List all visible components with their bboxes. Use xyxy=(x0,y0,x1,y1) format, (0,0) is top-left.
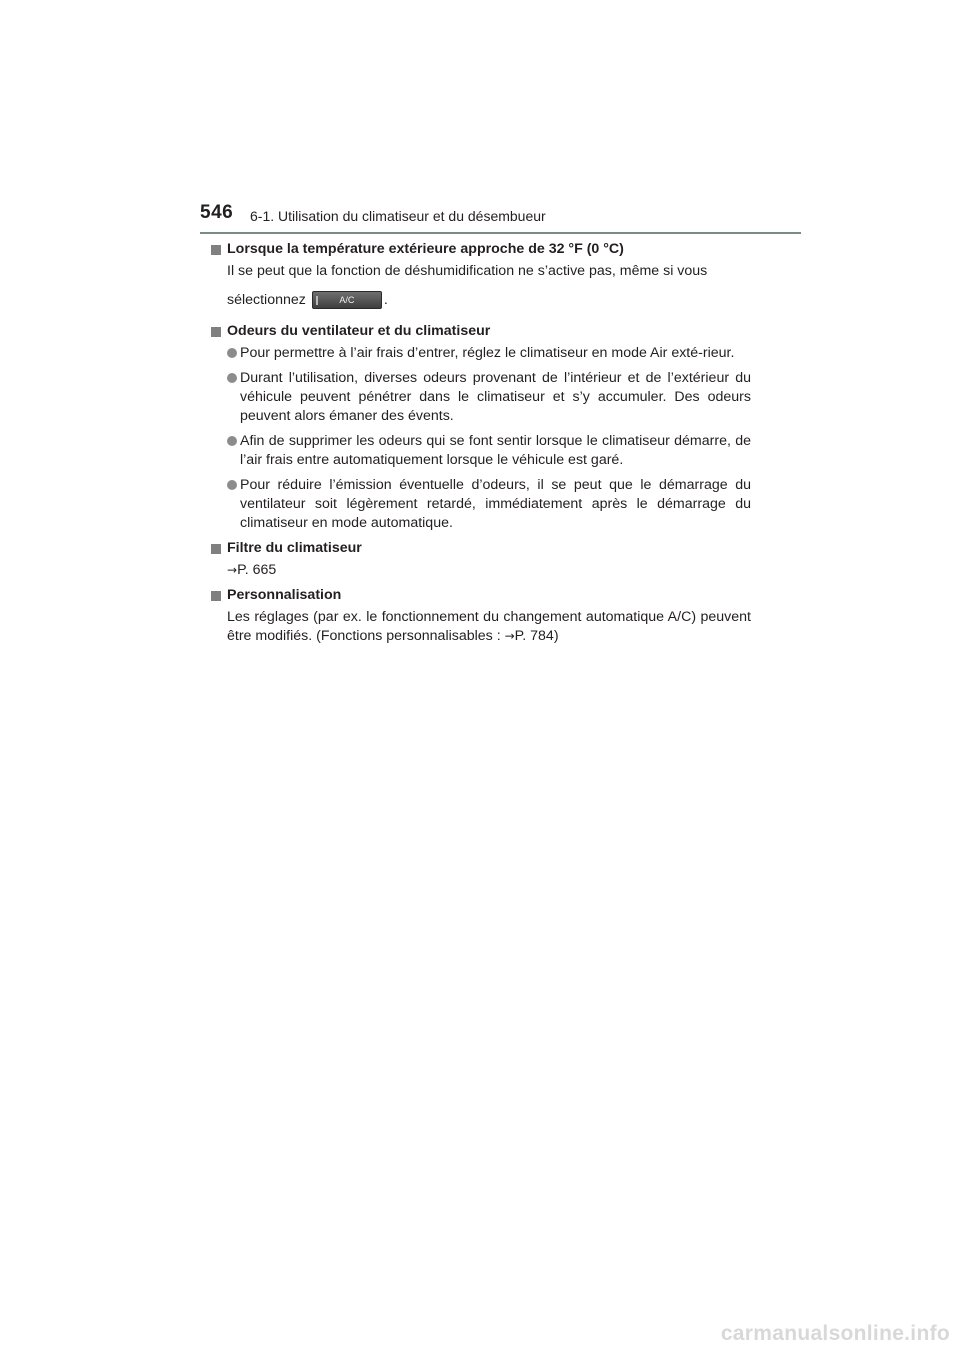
section-title-filter: Filtre du climatiseur xyxy=(227,540,362,556)
square-bullet-icon xyxy=(211,327,221,337)
ac-button-icon: A/C xyxy=(312,291,382,309)
paragraph-low-temperature: Il se peut que la fonction de déshumidification ne s’active pas, même si vous xyxy=(227,263,708,279)
header-rule xyxy=(200,232,801,234)
section-odors xyxy=(211,322,751,533)
list-item: Pour permettre à l’air frais d’entrer, réglez le climatiseur en mode Air exté-rieur. xyxy=(227,344,751,363)
section-title-customization: Personnalisation xyxy=(227,587,342,603)
paragraph-customization: Les réglages (par ex. le fonctionnement du changement automatique A/C) peuvent être modifiés. (Fonctions personnalisables : →P. 784) xyxy=(227,609,751,644)
watermark: carmanualsonline.info xyxy=(720,1322,950,1345)
section-filter xyxy=(211,539,751,580)
page-header xyxy=(0,0,960,236)
square-bullet-icon xyxy=(211,591,221,601)
page-reference-link[interactable]: P. 665 xyxy=(237,562,277,578)
section-low-temperature xyxy=(211,240,751,316)
page-number: 546 xyxy=(200,202,234,223)
section-title: 6-1. Utilisation du climatiseur et du désembueur xyxy=(250,208,546,224)
section-customization xyxy=(211,586,751,646)
list-item: Pour réduire l’émission éventuelle d’odeurs, il se peut que le démarrage du ventilateur soit légèrement retardé, immédiatement après le démarrage du climatiseur en mode automatique. xyxy=(227,476,751,533)
paragraph-select-ac: sélectionnez A/C . xyxy=(227,292,388,308)
arrow-right-icon: → xyxy=(504,629,515,643)
list-item: Afin de supprimer les odeurs qui se font sentir lorsque le climatiseur démarre, de l’air frais entre automatiquement lorsque le véhicule est garé. xyxy=(227,432,751,470)
section-title-odors: Odeurs du ventilateur et du climatiseur xyxy=(227,323,491,339)
round-bullet-icon xyxy=(227,480,237,490)
round-bullet-icon xyxy=(227,348,237,358)
round-bullet-icon xyxy=(227,373,237,383)
arrow-right-icon: → xyxy=(227,563,238,577)
square-bullet-icon xyxy=(211,245,221,255)
page-reference-link[interactable]: P. 784) xyxy=(514,628,559,644)
round-bullet-icon xyxy=(227,436,237,446)
page-content xyxy=(211,240,751,652)
list-item: Durant l’utilisation, diverses odeurs provenant de l’intérieur et de l’extérieur du véhicule peuvent pénétrer dans le climatiseur et s’y accumuler. Des odeurs peuvent alors émaner des évents. xyxy=(227,369,751,426)
square-bullet-icon xyxy=(211,544,221,554)
section-title-low-temperature: Lorsque la température extérieure approche de 32 °F (0 °C) xyxy=(227,241,624,257)
page-reference xyxy=(227,561,751,580)
